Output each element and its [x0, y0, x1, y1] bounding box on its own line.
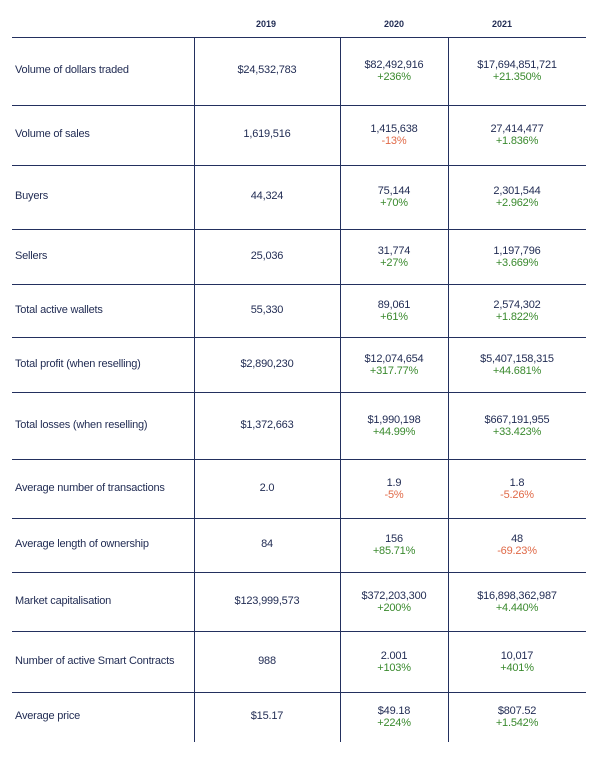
row-label: Volume of dollars traded	[15, 64, 129, 76]
change-2020: -5%	[384, 488, 404, 501]
value-2020: $49.18	[377, 705, 411, 717]
cell-2020	[340, 705, 448, 729]
cell-2019	[194, 128, 340, 140]
statistics-table	[12, 37, 586, 742]
cell-2021	[448, 590, 586, 614]
table-row	[12, 284, 586, 337]
cell-2019	[194, 304, 340, 316]
value-2021: 10,017	[500, 649, 534, 662]
cell-2019	[194, 419, 340, 431]
cell-2021	[448, 650, 586, 674]
change-2021: -5.26%	[500, 488, 534, 501]
cell-2020	[340, 185, 448, 209]
value-2020: $82,492,916	[364, 59, 424, 71]
value-2021: 2,574,302	[493, 298, 541, 311]
value-2020: 2.001	[380, 649, 408, 662]
value-2020: $12,074,654	[364, 352, 424, 365]
cell-2021	[448, 353, 586, 377]
table-row	[12, 229, 586, 284]
cell-2020	[340, 414, 448, 438]
value-2019: 988	[258, 654, 276, 667]
cell-2020	[340, 245, 448, 269]
value-2019: 84	[261, 538, 273, 550]
value-2021: $667,191,955	[484, 413, 550, 426]
cell-2021	[448, 59, 586, 83]
change-2020: +103%	[377, 661, 411, 674]
change-2020: +70%	[380, 197, 408, 209]
table-row	[12, 165, 586, 229]
value-2019: $1,372,663	[240, 418, 294, 431]
value-2019: 25,036	[250, 249, 284, 262]
change-2021: +1.836%	[495, 135, 539, 147]
change-2021: -69.23%	[497, 545, 537, 557]
cell-2019	[194, 64, 340, 76]
value-2019: 2.0	[259, 481, 275, 494]
row-label: Total active wallets	[15, 303, 103, 316]
change-2020: +200%	[377, 601, 411, 614]
cell-2019	[194, 538, 340, 550]
cell-2020	[340, 477, 448, 501]
cell-2021	[448, 533, 586, 557]
value-2021: 48	[511, 533, 523, 545]
value-2019: 55,330	[250, 303, 284, 316]
change-2021: +1.542%	[495, 717, 539, 729]
value-2020: 1,415,638	[370, 123, 418, 135]
row-label: Total profit (when reselling)	[15, 357, 141, 370]
value-2020: 31,774	[377, 244, 411, 257]
table-row	[12, 572, 586, 631]
cell-2020	[340, 299, 448, 323]
cell-2019	[194, 358, 340, 370]
cell-2021	[448, 299, 586, 323]
cell-2020	[340, 353, 448, 377]
cell-2021	[448, 705, 586, 729]
change-2021: +401%	[500, 661, 534, 674]
change-2021: +33.423%	[492, 425, 542, 438]
value-2021: 1,197,796	[493, 244, 541, 257]
change-2020: -13%	[381, 135, 407, 147]
table-row	[12, 459, 586, 518]
change-2021: +21.350%	[492, 71, 542, 83]
value-2020: $372,203,300	[361, 589, 427, 602]
value-2021: $16,898,362,987	[477, 589, 557, 602]
value-2021: $5,407,158,315	[480, 352, 554, 365]
cell-2021	[448, 245, 586, 269]
row-label: Volume of sales	[15, 128, 90, 140]
value-2019: 1,619,516	[243, 128, 291, 140]
row-label: Number of active Smart Contracts	[15, 654, 175, 667]
cell-2020	[340, 650, 448, 674]
row-label: Total losses (when reselling)	[15, 418, 148, 431]
table-row	[12, 105, 586, 165]
value-2019: $123,999,573	[234, 594, 300, 607]
table-row	[12, 37, 586, 105]
cell-2019	[194, 595, 340, 607]
table-row	[12, 692, 586, 742]
column-header-2019: 2019	[255, 19, 277, 29]
value-2021: $807.52	[497, 705, 537, 717]
value-2021: 2,301,544	[493, 185, 541, 197]
change-2020: +85.71%	[372, 545, 416, 557]
cell-2019	[194, 250, 340, 262]
cell-2019	[194, 190, 340, 202]
value-2020: 1.9	[386, 476, 402, 489]
cell-2020	[340, 59, 448, 83]
row-label: Average price	[15, 710, 81, 722]
row-label: Market capitalisation	[15, 594, 112, 607]
change-2020: +61%	[380, 310, 408, 323]
table-row	[12, 518, 586, 572]
value-2019: $2,890,230	[240, 357, 294, 370]
table-row	[12, 392, 586, 459]
table-row	[12, 337, 586, 392]
cell-2021	[448, 477, 586, 501]
change-2020: +236%	[377, 71, 411, 83]
change-2021: +1.822%	[495, 310, 539, 323]
cell-2021	[448, 185, 586, 209]
cell-2020	[340, 590, 448, 614]
table-row	[12, 631, 586, 692]
value-2020: 156	[385, 533, 403, 545]
row-label: Sellers	[15, 249, 48, 262]
cell-2019	[194, 655, 340, 667]
cell-2020	[340, 533, 448, 557]
value-2019: 44,324	[250, 190, 284, 202]
value-2021: 27,414,477	[490, 123, 544, 135]
value-2021: 1.8	[509, 476, 525, 489]
row-label: Average length of ownership	[15, 538, 149, 550]
change-2021: +4.440%	[495, 601, 539, 614]
change-2020: +27%	[380, 256, 408, 269]
value-2020: $1,990,198	[367, 413, 421, 426]
cell-2020	[340, 123, 448, 147]
change-2020: +224%	[377, 717, 411, 729]
column-header-2020: 2020	[383, 19, 405, 29]
cell-2019	[194, 482, 340, 494]
change-2021: +3.669%	[495, 256, 539, 269]
value-2019: $15.17	[250, 710, 284, 722]
change-2021: +44.681%	[492, 364, 542, 377]
value-2019: $24,532,783	[237, 64, 297, 76]
change-2020: +317.77%	[369, 364, 419, 377]
value-2021: $17,694,851,721	[477, 59, 557, 71]
change-2021: +2.962%	[495, 197, 539, 209]
row-label: Average number of transactions	[15, 481, 165, 494]
value-2020: 89,061	[377, 298, 411, 311]
column-header-2021: 2021	[491, 19, 513, 29]
cell-2021	[448, 123, 586, 147]
row-label: Buyers	[15, 190, 49, 202]
cell-2019	[194, 710, 340, 722]
value-2020: 75,144	[377, 185, 411, 197]
cell-2021	[448, 414, 586, 438]
change-2020: +44.99%	[372, 425, 416, 438]
